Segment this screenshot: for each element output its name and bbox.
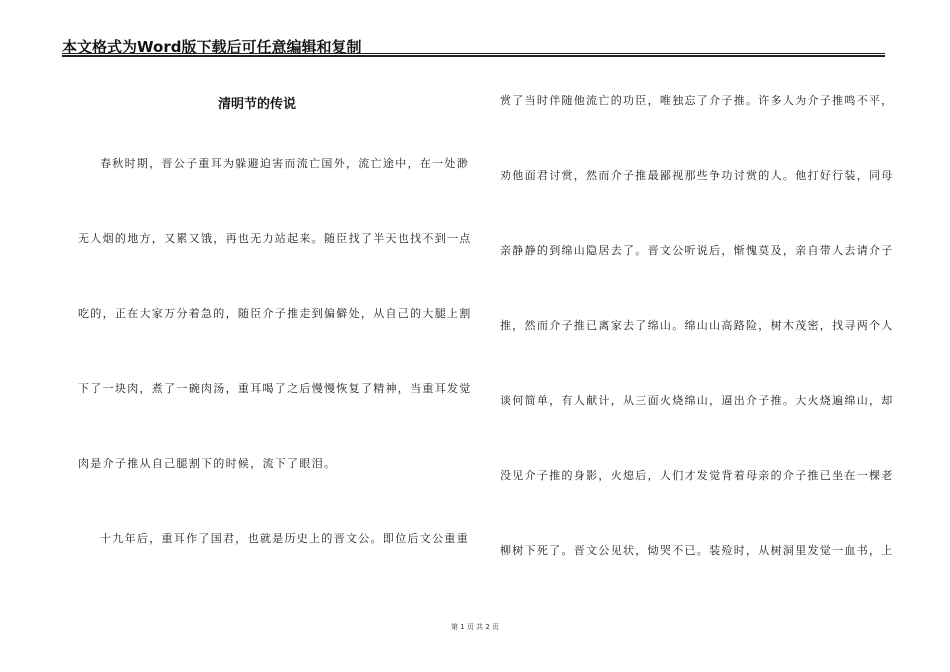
page-title: 清明节的传说	[218, 97, 297, 112]
paragraph-line: 劝他面君讨赏，然而介子推最鄙视那些争功讨赏的人。他打好行装，同母	[500, 169, 894, 182]
paragraph-line: 十九年后，重耳作了国君，也就是历史上的晋文公。即位后文公重重	[100, 532, 469, 545]
page-number: 第 1 页 共 2 页	[450, 623, 500, 631]
paragraph-line: 柳树下死了。晋文公见状，恸哭不已。装殓时，从树洞里发觉一血书，上	[500, 544, 894, 557]
header-rule-thin	[62, 53, 885, 54]
paragraph-line: 吃的，正在大家万分着急的，随臣介子推走到偏僻处，从自己的大腿上割	[78, 307, 472, 320]
paragraph-line: 亲静静的到绵山隐居去了。晋文公听说后，惭愧莫及，亲自带人去请介子	[500, 244, 894, 257]
paragraph-line: 赏了当时伴随他流亡的功臣，唯独忘了介子推。许多人为介子推鸣不平，	[500, 94, 894, 107]
paragraph-line: 春秋时期，晋公子重耳为躲避迫害而流亡国外，流亡途中，在一处渺	[100, 157, 469, 170]
paragraph-line: 肉是介子推从自己腿割下的时候，流下了眼泪。	[78, 457, 337, 470]
paragraph-line: 无人烟的地方，又累又饿，再也无力站起来。随臣找了半天也找不到一点	[78, 232, 472, 245]
paragraph-line: 推，然而介子推已离家去了绵山。绵山山高路险，树木茂密，找寻两个人	[500, 319, 894, 332]
paragraph-line: 下了一块肉，煮了一碗肉汤，重耳喝了之后慢慢恢复了精神，当重耳发觉	[78, 382, 472, 395]
paragraph-line: 谈何简单，有人献计，从三面火烧绵山，逼出介子推。大火烧遍绵山，却	[500, 394, 894, 407]
header-text: 本文格式为Word版下载后可任意编辑和复制	[62, 38, 362, 56]
header-rule-thick	[62, 55, 885, 57]
paragraph-line: 没见介子推的身影，火熄后，人们才发觉背着母亲的介子推已坐在一棵老	[500, 469, 894, 482]
